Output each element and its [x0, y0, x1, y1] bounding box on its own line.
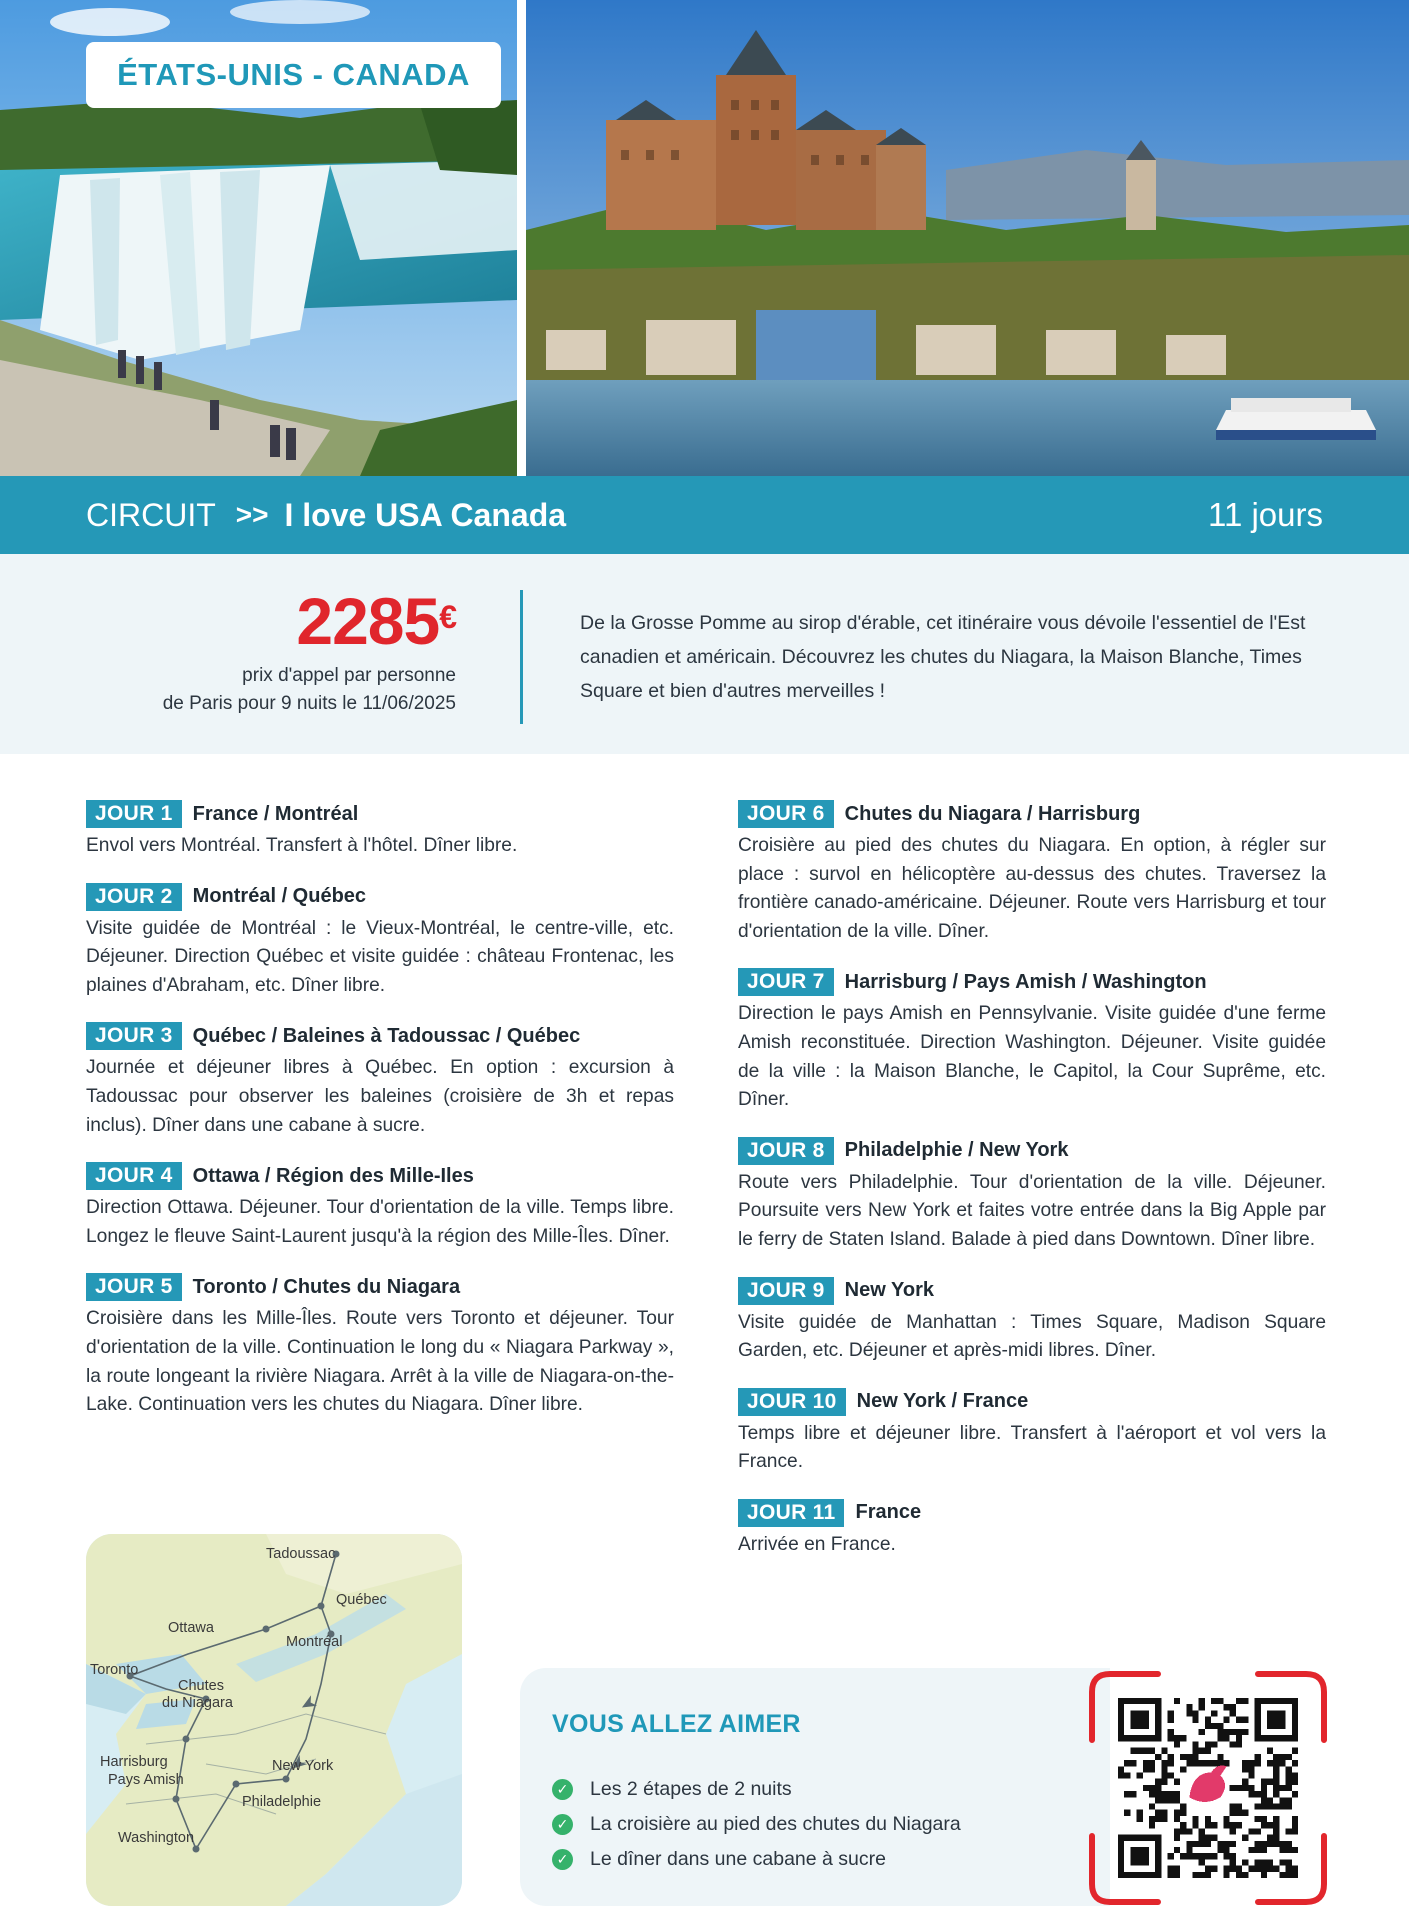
highlights-box — [520, 1668, 1110, 1906]
map-label-chutes-1: Chutes — [178, 1678, 224, 1694]
map-label-montreal: Montréal — [286, 1634, 343, 1650]
map-label-new-york: New York — [272, 1758, 334, 1774]
price-note-line-2: de Paris pour 9 nuits le 11/06/2025 — [162, 693, 456, 714]
day-title: Toronto / Chutes du Niagara — [192, 1275, 461, 1298]
day-description: Direction le pays Amish en Pennsylvanie. Visite guidée d'une ferme Amish reconstituée. Direction Washington. Déjeuner. Visite guidée de la ville : la Maison Blanche, le Capitol, la Cour Suprême, etc. Dîner. — [738, 1003, 1326, 1111]
check-circle-icon: ✓ — [552, 1814, 573, 1835]
day-badge: JOUR 3 — [86, 1022, 182, 1050]
day-item — [86, 1022, 674, 1140]
day-title: Philadelphie / New York — [844, 1139, 1069, 1162]
map-label-toronto: Toronto — [90, 1662, 139, 1678]
day-badge: JOUR 9 — [738, 1277, 834, 1305]
day-header — [86, 1022, 674, 1050]
day-description: Envol vers Montréal. Transfert à l'hôtel. Dîner libre. — [86, 835, 518, 856]
country-tag: ÉTATS-UNIS - CANADA — [86, 42, 501, 108]
day-description: Journée et déjeuner libres à Québec. En option : excursion à Tadoussac pour observer les baleines (croisière de 3h et repas inclus). Dîner dans une cabane à sucre. — [86, 1057, 674, 1136]
day-item — [738, 800, 1326, 946]
day-badge: JOUR 1 — [86, 800, 182, 828]
map-label-tadoussac: Tadoussac — [266, 1546, 336, 1562]
day-badge: JOUR 4 — [86, 1162, 182, 1190]
bird-logo-icon — [1189, 1766, 1226, 1802]
day-title: Montréal / Québec — [192, 885, 367, 908]
day-description: Visite guidée de Manhattan : Times Square, Madison Square Garden, etc. Déjeuner et après-midi libres. Dîner. — [738, 1311, 1326, 1362]
day-item — [86, 1162, 674, 1251]
price-note-line-1: prix d'appel par personne — [242, 665, 456, 686]
qr-code-block[interactable] — [1088, 1670, 1328, 1906]
day-title: Québec / Baleines à Tadoussac / Québec — [192, 1024, 581, 1047]
itinerary-right-column — [738, 800, 1326, 1582]
price-amount: 2285 — [296, 584, 440, 658]
day-title: New York / France — [856, 1390, 1029, 1413]
highlight-text: Le dîner dans une cabane à sucre — [590, 1848, 886, 1870]
day-title: Ottawa / Région des Mille-Iles — [192, 1164, 474, 1187]
route-map-graphic — [86, 1534, 462, 1906]
tour-duration: 11 jours — [1208, 496, 1323, 533]
route-map — [86, 1534, 462, 1906]
circuit-label: CIRCUIT — [86, 496, 216, 533]
day-badge: JOUR 6 — [738, 800, 834, 828]
price — [100, 584, 456, 658]
list-item — [552, 1772, 961, 1807]
day-item — [86, 883, 674, 1001]
highlight-text: Les 2 étapes de 2 nuits — [590, 1778, 792, 1800]
qr-code[interactable] — [1118, 1698, 1298, 1878]
day-header — [738, 968, 1326, 996]
day-header — [86, 883, 674, 911]
day-item — [738, 1388, 1326, 1477]
intro-description: De la Grosse Pomme au sirop d'érable, cet itinéraire vous dévoile l'essentiel de l'Est canadien et américain. Découvrez les chutes du Niagara, la Maison Blanche, Times Square et bien d'autres merveilles ! — [580, 612, 1306, 702]
intro-divider — [520, 590, 523, 724]
day-badge: JOUR 2 — [86, 883, 182, 911]
day-item — [738, 1277, 1326, 1366]
day-header — [738, 800, 1326, 828]
day-badge: JOUR 5 — [86, 1273, 182, 1301]
hero-section — [0, 0, 1409, 476]
day-description: Croisière au pied des chutes du Niagara. En option, à régler sur place : survol en hélicoptère au-dessus des chutes. Traversez la frontière canado-américaine. Déjeuner. Route vers Harrisburg et tour d'orientation de la ville. Dîner. — [738, 835, 1326, 942]
photo-gap — [517, 0, 526, 476]
circuit-banner — [0, 476, 1409, 554]
day-header — [738, 1277, 1326, 1305]
day-title: France / Montréal — [192, 802, 359, 825]
map-label-ottawa: Ottawa — [168, 1620, 214, 1636]
day-title: France — [855, 1501, 922, 1524]
day-item — [738, 1499, 1326, 1560]
highlights-list — [552, 1772, 961, 1877]
day-description: Route vers Philadelphie. Tour d'orientation de la ville. Déjeuner. Poursuite vers New York et faites votre entrée dans la Big Apple par le ferry de Staten Island. Balade à pied dans Downtown. Dîner libre. — [738, 1171, 1326, 1250]
day-badge: JOUR 10 — [738, 1388, 846, 1416]
day-item — [86, 800, 674, 861]
day-badge: JOUR 7 — [738, 968, 834, 996]
map-label-pays-amish: Pays Amish — [108, 1772, 184, 1788]
highlight-text: La croisière au pied des chutes du Niagara — [590, 1813, 961, 1835]
day-item — [738, 1137, 1326, 1255]
day-title: Harrisburg / Pays Amish / Washington — [844, 970, 1207, 993]
tour-name: I love USA Canada — [284, 496, 567, 533]
itinerary-left-column — [86, 800, 674, 1442]
list-item — [552, 1807, 961, 1842]
day-badge: JOUR 8 — [738, 1137, 834, 1165]
list-item — [552, 1842, 961, 1877]
day-description: Croisière dans les Mille-Îles. Route vers Toronto et déjeuner. Tour d'orientation de la ville. Continuation le long du « Niagara Parkway », la route longeant la rivière Niagara. Arrêt à la ville de Niagara-on-the-Lake. Continuation vers les chutes du Niagara. Dîner libre. — [86, 1308, 674, 1416]
day-item — [86, 1273, 674, 1419]
chevrons-icon: >> — [235, 499, 269, 530]
day-description: Direction Ottawa. Déjeuner. Tour d'orientation de la ville. Temps libre. Longez le fleuve Saint-Laurent jusqu'à la région des Mille-Îles. Dîner. — [86, 1197, 674, 1247]
day-description: Visite guidée de Montréal : le Vieux-Montréal, le centre-ville, etc. Déjeuner. Direction Québec et visite guidée : château Frontenac, les plaines d'Abraham, etc. Dîner libre. — [86, 917, 674, 996]
day-badge: JOUR 11 — [738, 1499, 844, 1527]
price-note — [100, 662, 456, 718]
day-header — [86, 1273, 674, 1301]
map-label-philadelphie: Philadelphie — [242, 1794, 322, 1810]
intro-section — [0, 554, 1409, 754]
day-header — [86, 800, 674, 828]
quebec-city-photo — [526, 0, 1409, 476]
map-label-harrisburg: Harrisburg — [100, 1754, 168, 1770]
map-label-washington: Washington — [118, 1830, 195, 1846]
map-label-quebec: Québec — [336, 1592, 387, 1608]
highlights-title: VOUS ALLEZ AIMER — [552, 1710, 801, 1738]
day-title: New York — [844, 1279, 934, 1302]
day-title: Chutes du Niagara / Harrisburg — [844, 802, 1141, 825]
map-label-chutes-2: du Niagara — [162, 1695, 233, 1711]
check-circle-icon: ✓ — [552, 1779, 573, 1800]
day-header — [738, 1499, 1326, 1527]
day-item — [738, 968, 1326, 1114]
check-circle-icon: ✓ — [552, 1849, 573, 1870]
price-currency: € — [439, 599, 456, 635]
price-block — [100, 584, 456, 718]
day-header — [738, 1137, 1326, 1165]
day-description: Temps libre et déjeuner libre. Transfert à l'aéroport et vol vers la France. — [738, 1422, 1326, 1473]
day-header — [738, 1388, 1326, 1416]
day-header — [86, 1162, 674, 1190]
day-description: Arrivée en France. — [738, 1533, 896, 1555]
